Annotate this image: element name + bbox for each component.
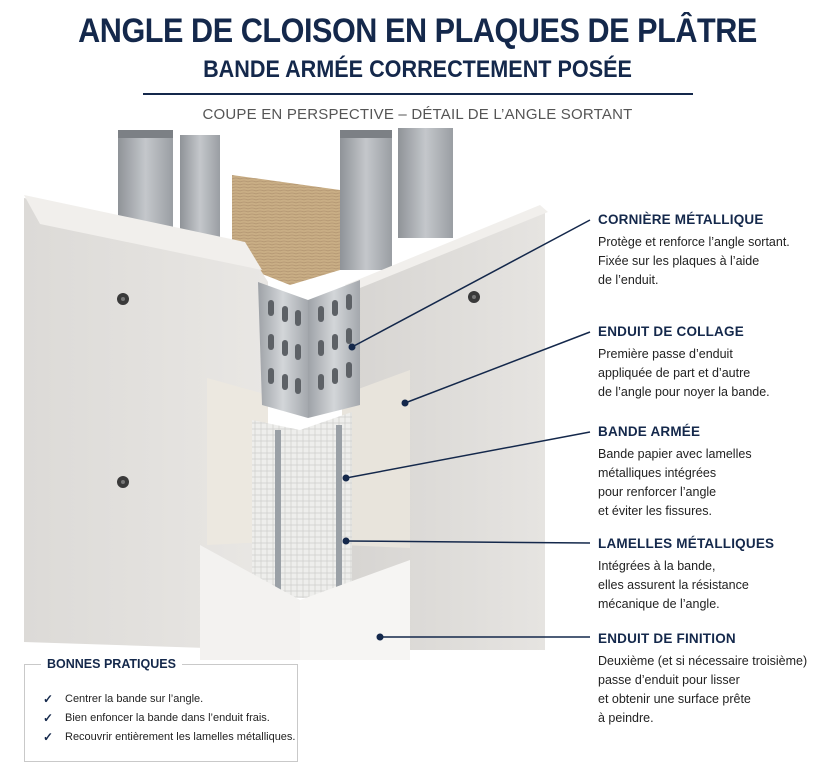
callout-text: Intégrées à la bande, — [598, 559, 716, 573]
list-item — [43, 708, 295, 727]
check-icon: ✓ — [43, 710, 54, 725]
practice-text: Bien enfoncer la bande dans l’enduit frais. — [65, 711, 270, 724]
callout-text: de l’enduit. — [598, 273, 659, 287]
callout-title: ENDUIT DE FINITION — [598, 631, 736, 646]
page-subtitle: BANDE ARMÉE CORRECTEMENT POSÉE — [203, 56, 632, 83]
page-title: ANGLE DE CLOISON EN PLAQUES DE PLÂTRE — [78, 12, 757, 50]
callout-metal-strips — [598, 536, 828, 614]
callout-text: elles assurent la résistance — [598, 578, 749, 592]
callout-title: LAMELLES MÉTALLIQUES — [598, 536, 775, 551]
callout-text: métalliques intégrées — [598, 466, 717, 480]
list-item — [43, 689, 295, 708]
callout-text: Fixée sur les plaques à l’aide — [598, 254, 760, 268]
callout-title: CORNIÈRE MÉTALLIQUE — [598, 212, 764, 227]
callout-text: Protège et renforce l’angle sortant. — [598, 235, 790, 249]
callout-text: passe d’enduit pour lisser — [598, 673, 740, 687]
callout-text: Première passe d’enduit — [598, 347, 733, 361]
callout-text: et obtenir une surface prête — [598, 692, 751, 706]
check-icon: ✓ — [43, 729, 54, 744]
callout-text: Bande papier avec lamelles — [598, 447, 752, 461]
corner-bead — [258, 280, 360, 418]
section-caption: COUPE EN PERSPECTIVE – DÉTAIL DE L’ANGLE SORTANT — [202, 106, 633, 123]
list-item — [43, 727, 295, 746]
callout-title: BANDE ARMÉE — [598, 424, 701, 439]
callout-reinforced-tape — [598, 424, 828, 521]
callout-text: pour renforcer l’angle — [598, 485, 717, 499]
practice-text: Recouvrir entièrement les lamelles métalliques. — [65, 730, 296, 743]
callout-text: et éviter les fissures. — [598, 504, 712, 518]
callout-finishing-compound — [598, 631, 828, 728]
callout-text: appliquée de part et d’autre — [598, 366, 751, 380]
callout-bonding-compound — [598, 324, 828, 402]
good-practices-box — [24, 657, 298, 762]
callout-text: Deuxième (et si nécessaire troisième) — [598, 654, 808, 668]
check-icon: ✓ — [43, 691, 54, 706]
callout-text: à peindre. — [598, 711, 654, 725]
callout-text: mécanique de l’angle. — [598, 597, 720, 611]
callout-corner-bead — [598, 212, 828, 290]
callout-title: ENDUIT DE COLLAGE — [598, 324, 744, 339]
callout-text: de l’angle pour noyer la bande. — [598, 385, 770, 399]
good-practices-title: BONNES PRATIQUES — [41, 657, 182, 671]
practice-text: Centrer la bande sur l’angle. — [65, 692, 204, 705]
